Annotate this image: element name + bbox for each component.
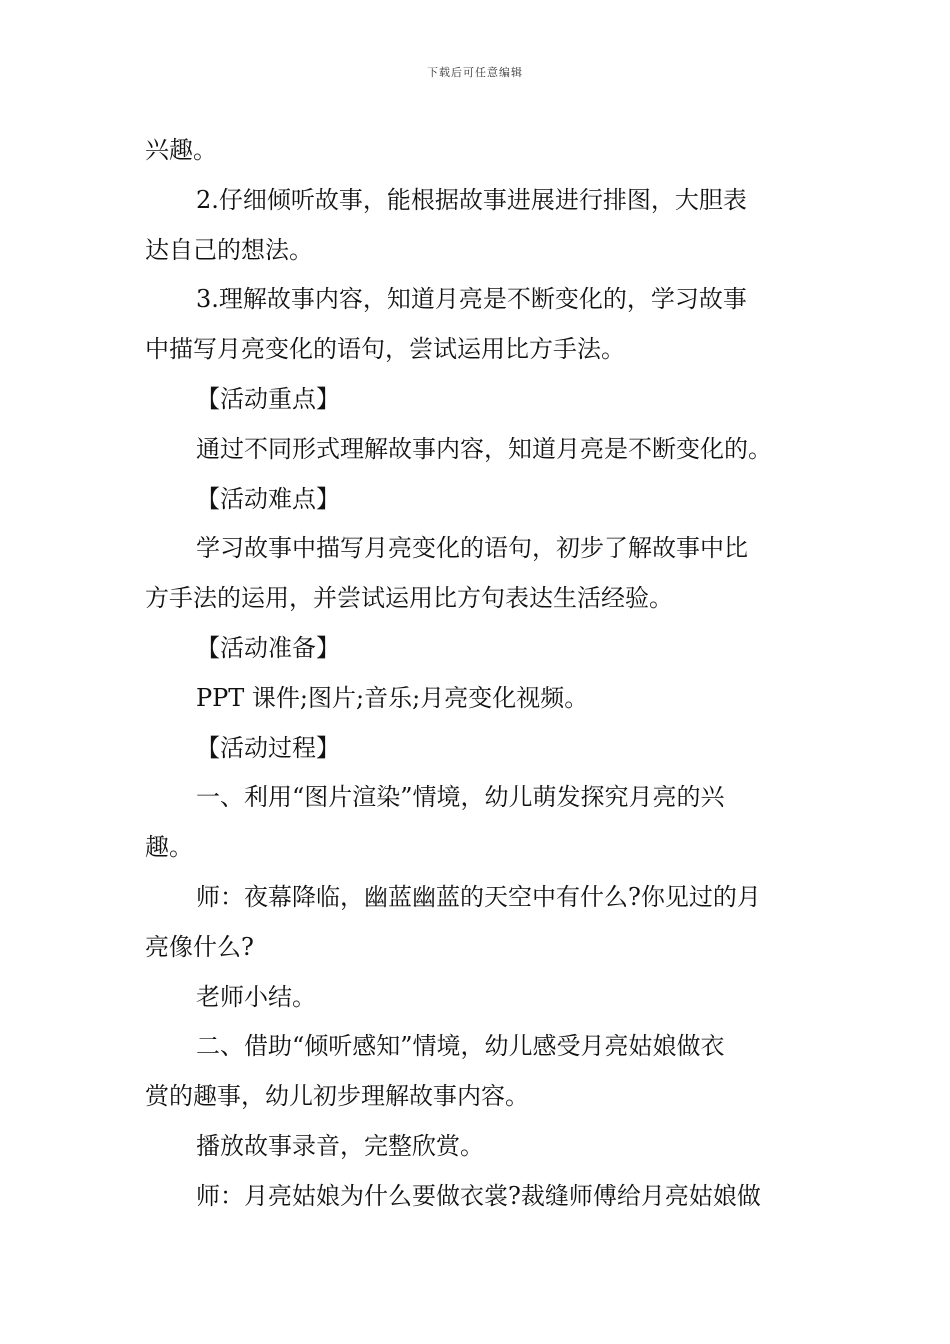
document-body	[145, 126, 810, 1222]
section-heading: 【活动难点】	[196, 484, 340, 513]
text-line: 学习故事中描写月亮变化的语句，初步了解故事中比	[196, 534, 748, 563]
text-line: 3.理解故事内容，知道月亮是不断变化的，学习故事	[196, 285, 747, 314]
text-line: PPT 课件;图片;音乐;月亮变化视频。	[196, 683, 589, 712]
text-line: 中描写月亮变化的语句，尝试运用比方手法。	[145, 335, 625, 364]
text-line: 老师小结。	[196, 982, 316, 1011]
text-line: 亮像什么?	[145, 932, 254, 961]
text-line: 师：月亮姑娘为什么要做衣裳?裁缝师傅给月亮姑娘做	[196, 1181, 761, 1210]
page-header: 下载后可任意编辑	[427, 66, 523, 79]
text-line: 2.仔细倾听故事，能根据故事进展进行排图，大胆表	[196, 185, 747, 214]
text-line: 二、借助“倾听感知”情境，幼儿感受月亮姑娘做衣	[196, 1032, 725, 1061]
text-line: 方手法的运用，并尝试运用比方句表达生活经验。	[145, 584, 673, 613]
text-line: 一、利用“图片渲染”情境，幼儿萌发探究月亮的兴	[196, 783, 725, 812]
text-line: 师：夜幕降临，幽蓝幽蓝的天空中有什么?你见过的月	[196, 882, 761, 911]
text-line: 兴趣。	[145, 136, 217, 164]
section-heading: 【活动过程】	[196, 733, 340, 762]
text-line: 趣。	[145, 833, 193, 862]
section-heading: 【活动准备】	[196, 633, 340, 662]
section-heading: 【活动重点】	[196, 384, 340, 413]
text-line: 达自己的想法。	[145, 235, 313, 264]
text-line: 通过不同形式理解故事内容，知道月亮是不断变化的。	[196, 434, 772, 463]
text-line: 播放故事录音，完整欣赏。	[196, 1131, 484, 1160]
text-line: 赏的趣事，幼儿初步理解故事内容。	[145, 1082, 529, 1111]
